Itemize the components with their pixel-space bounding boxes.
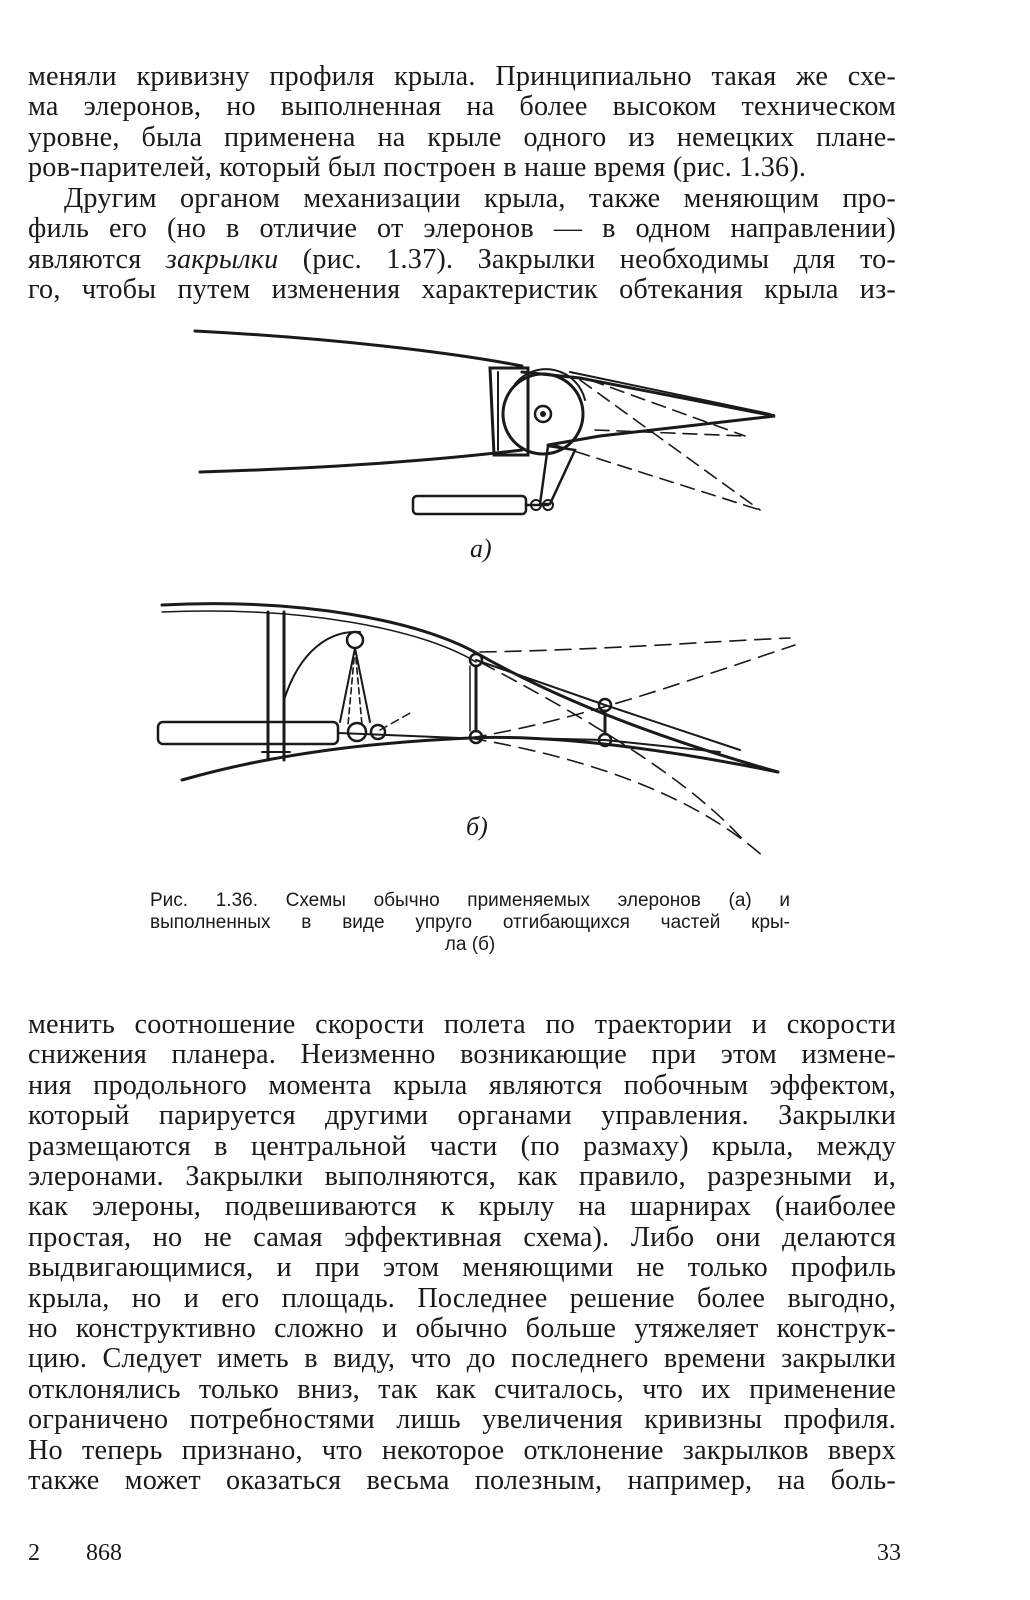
text-line: филь его (но в отличие от элеронов — в одном направлении) [28, 213, 896, 245]
figure-label-b: б) [466, 812, 488, 841]
text-line: Другим органом механизации крыла, также меняющим про- [64, 183, 896, 214]
figure-caption [150, 890, 790, 956]
text-line: ма элеронов, но выполненная на более высоком техническом [28, 91, 896, 123]
text-fragment: являются [28, 243, 166, 275]
text-line: ния продольного момента крыла являются побочным эффектом, [28, 1069, 896, 1101]
text-line: отклонялись только вниз, так как считалось, что их применение [28, 1373, 896, 1405]
text-line: менить соотношение скорости полета по траектории и скорости [28, 1009, 896, 1040]
text-line: выдвигающимися, и при этом меняющими не только профиль [28, 1252, 896, 1284]
caption-line: ла (б) [444, 934, 496, 955]
caption-line: Рис. 1.36. Схемы обычно применяемых элеронов (а) и [150, 890, 790, 911]
signature-number: 2 [28, 1540, 40, 1566]
paragraph-3 [28, 1010, 896, 1497]
text-line: ограничено потребностями лишь увеличения кривизны профиля. [28, 1404, 896, 1436]
page-number: 33 [877, 1540, 901, 1566]
text-line: простая, но не самая эффективная схема). Либо они делаются [28, 1221, 896, 1253]
text-line: Но теперь признано, что некоторое отклонение закрылков вверх [28, 1434, 896, 1466]
text-line: как элероны, подвешиваются к крылу на шарнирах (наиболее [28, 1191, 896, 1223]
text-line: который парируется другими органами управления. Закрылки [28, 1100, 896, 1132]
text-line [28, 245, 896, 275]
text-line: также может оказаться весьма полезным, например, на боль- [28, 1465, 896, 1497]
aileron-scheme-a [195, 331, 775, 514]
caption-line: выполненных в виде упруго отгибающихся частей кры- [150, 912, 790, 933]
text-line: но конструктивно сложно и обычно больше утяжеляет конструк- [28, 1313, 896, 1345]
text-line: меняли кривизну профиля крыла. Принципиально такая же схе- [28, 61, 896, 92]
figure-label-a: а) [470, 534, 492, 563]
paragraph-1 [28, 62, 896, 184]
text-line: элеронами. Закрылки выполняются, как правило, разрезными и, [28, 1161, 896, 1193]
paragraph-2 [28, 184, 896, 306]
text-line: цию. Следует иметь в виду, что до последнего времени закрылки [28, 1343, 896, 1375]
signature-code: 868 [86, 1540, 122, 1566]
text-line: снижения планера. Неизменно возникающие при этом измене- [28, 1039, 896, 1071]
term-flaps: закрылки [165, 243, 279, 275]
text-line: го, чтобы путем изменения характеристик обтекания крыла из- [28, 274, 896, 306]
text-line: ров-парителей, который был построен в наше время (рис. 1.36). [28, 152, 807, 184]
text-line: уровне, была применена на крыле одного из немецких плане- [28, 121, 896, 153]
text-line: крыла, но и его площадь. Последнее решение более выгодно, [28, 1282, 896, 1314]
text-line: размещаются в центральной части (по размаху) крыла, между [28, 1130, 896, 1162]
text-fragment: (рис. 1.37). Закрылки необходимы для то- [278, 243, 896, 275]
